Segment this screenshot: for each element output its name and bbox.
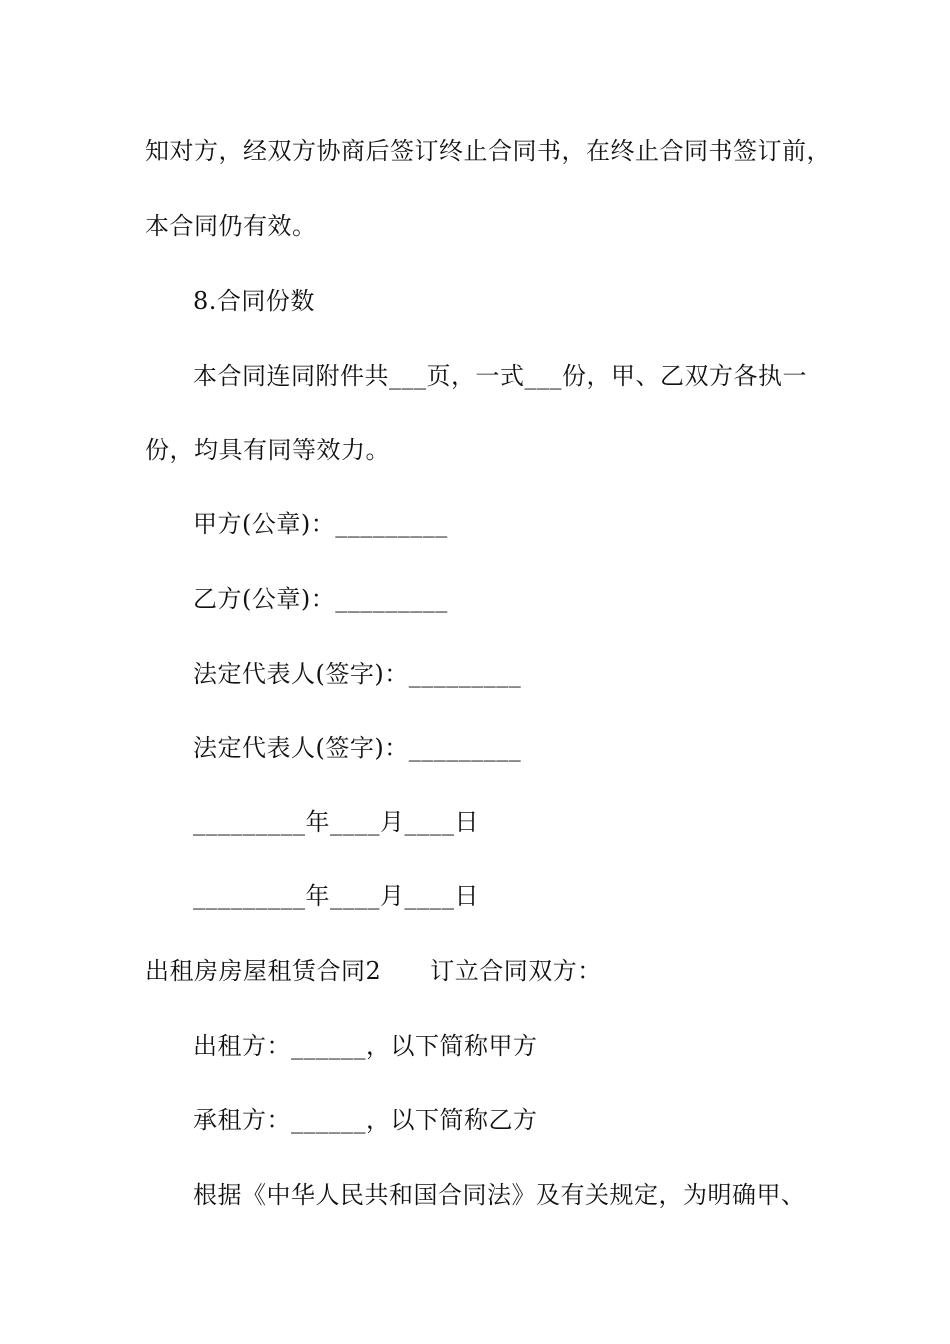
date-line-a: _________年____月____日 [193,808,479,836]
lessee-line: 承租方：______，以下简称乙方 [193,1106,538,1134]
paragraph-copies-end: 份，均具有同等效力。 [145,436,390,464]
paragraph-legal-basis: 根据《中华人民共和国合同法》及有关规定，为明确甲、 [193,1181,806,1209]
contract-title-2: 出租房房屋租赁合同2 订立合同双方： [145,957,602,985]
lessor-line: 出租方：______，以下简称甲方 [193,1032,538,1060]
signature-representative-a: 法定代表人(签字)：_________ [193,660,522,688]
date-line-b: _________年____月____日 [193,882,479,910]
paragraph-termination-continued: 知对方，经双方协商后签订终止合同书，在终止合同书签订前， [145,137,831,165]
signature-party-b-seal: 乙方(公章)：_________ [193,585,448,613]
section-heading-copies: 8.合同份数 [193,287,315,315]
paragraph-termination-end: 本合同仍有效。 [145,212,317,240]
signature-party-a-seal: 甲方(公章)：_________ [193,510,448,538]
paragraph-copies: 本合同连同附件共___页，一式___份，甲、乙双方各执一 [193,362,807,390]
signature-representative-b: 法定代表人(签字)：_________ [193,734,522,762]
